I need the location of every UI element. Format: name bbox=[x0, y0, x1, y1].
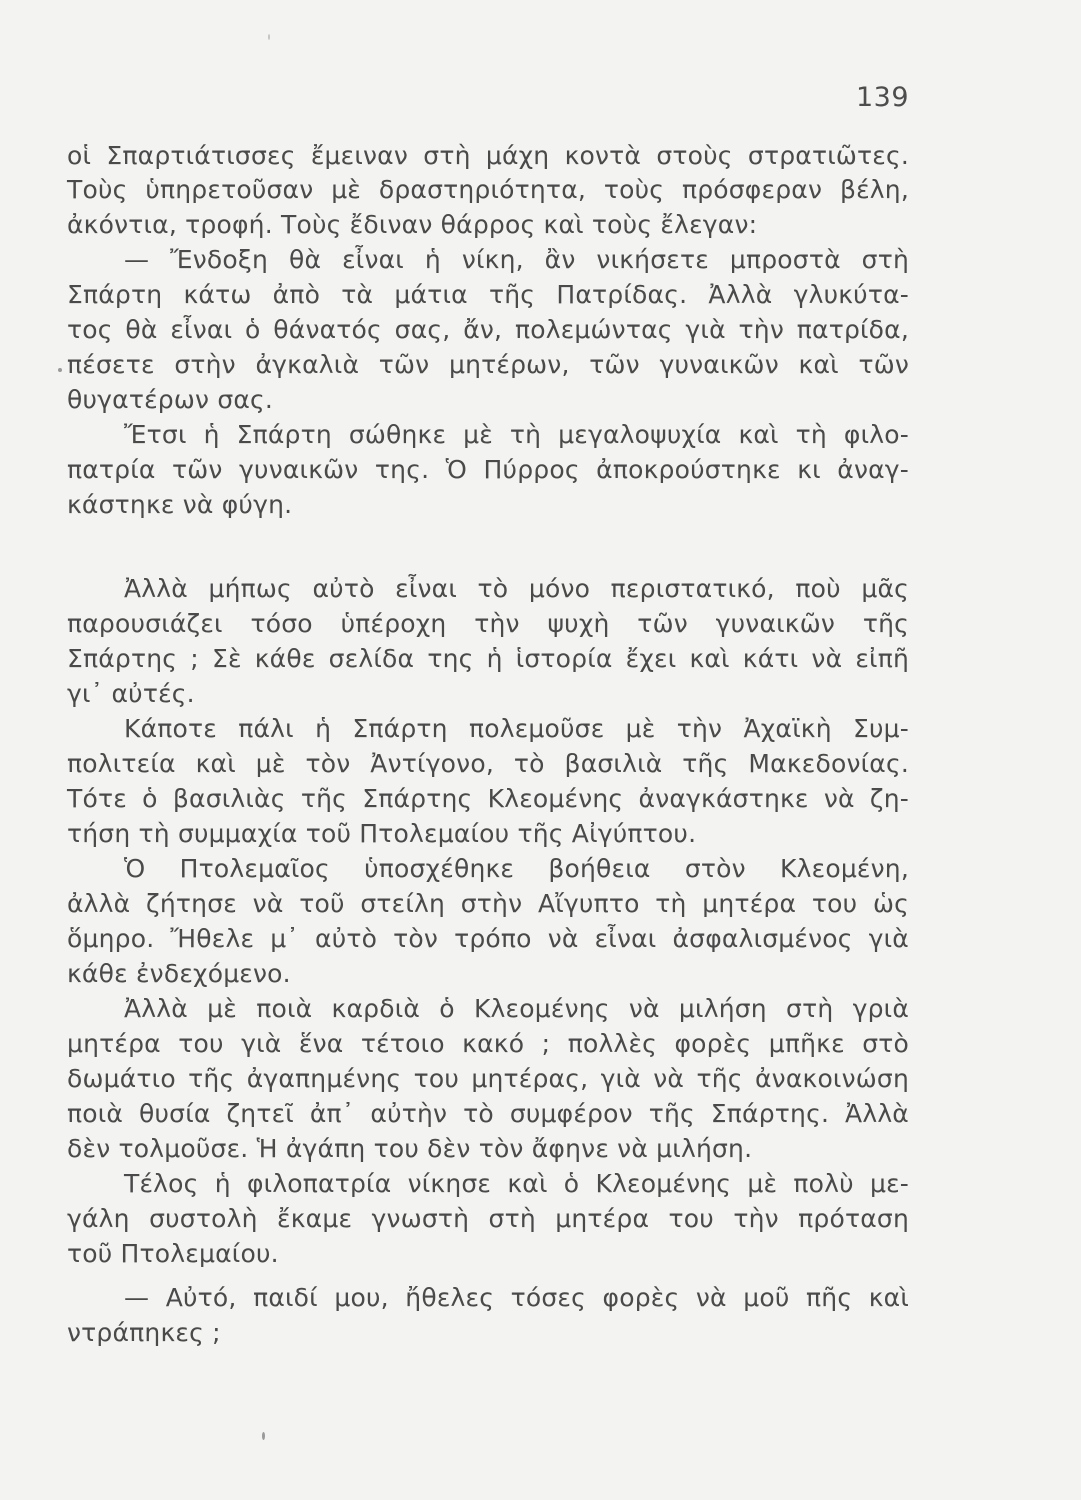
text-line: Ἔτσι ἡ Σπάρτη σώθηκε μὲ τὴ μεγαλοψυχία καὶ τὴ φιλο- bbox=[124, 420, 909, 449]
text-line: γι᾿ αὐτές. bbox=[67, 679, 195, 708]
ink-speck bbox=[268, 34, 270, 40]
text-line: ἀκόντια, τροφή. Τοὺς ἔδιναν θάρρος καὶ τοὺς ἔλεγαν: bbox=[67, 210, 758, 239]
ink-speck bbox=[58, 368, 62, 372]
text-line: παρουσιάζει τόσο ὑπέροχη τὴν ψυχὴ τῶν γυναικῶν τῆς bbox=[67, 609, 909, 638]
text-line: κάθε ἐνδεχόμενο. bbox=[67, 959, 291, 988]
text-line: Ὁ Πτολεμαῖος ὑποσχέθηκε βοήθεια στὸν Κλεομένη, bbox=[124, 854, 909, 883]
text-line: πολιτεία καὶ μὲ τὸν Ἀντίγονο, τὸ βασιλιὰ τῆς Μακεδονίας. bbox=[67, 749, 909, 778]
text-line: οἱ Σπαρτιάτισσες ἔμειναν στὴ μάχη κοντὰ στοὺς στρατιῶτες. bbox=[67, 141, 909, 170]
text-line: Τέλος ἡ φιλοπατρία νίκησε καὶ ὁ Κλεομένης μὲ πολὺ με- bbox=[124, 1169, 909, 1198]
text-line: Κάποτε πάλι ἡ Σπάρτη πολεμοῦσε μὲ τὴν Ἀχαϊκὴ Συμ- bbox=[124, 714, 909, 743]
text-line: — Ἔνδοξη θὰ εἶναι ἡ νίκη, ἂν νικήσετε μπροστὰ στὴ bbox=[124, 245, 909, 274]
text-line: ντράπηκες ; bbox=[67, 1318, 221, 1347]
text-line: Ἀλλὰ μὲ ποιὰ καρδιὰ ὁ Κλεομένης νὰ μιλήση στὴ γριὰ bbox=[124, 994, 909, 1023]
text-line: τος θὰ εἶναι ὁ θάνατός σας, ἄν, πολεμώντας γιὰ τὴν πατρίδα, bbox=[67, 315, 909, 344]
text-line: μητέρα του γιὰ ἕνα τέτοιο κακό ; πολλὲς φορὲς μπῆκε στὸ bbox=[67, 1029, 909, 1058]
text-line: πέσετε στὴν ἀγκαλιὰ τῶν μητέρων, τῶν γυναικῶν καὶ τῶν bbox=[67, 350, 909, 379]
text-line: κάστηκε νὰ φύγη. bbox=[67, 490, 293, 519]
page-number: 139 bbox=[856, 82, 910, 113]
text-line: Τότε ὁ βασιλιὰς τῆς Σπάρτης Κλεομένης ἀναγκάστηκε νὰ ζη- bbox=[67, 784, 909, 813]
text-line: ἀλλὰ ζήτησε νὰ τοῦ στείλη στὴν Αἴγυπτο τὴ μητέρα του ὡς bbox=[67, 889, 909, 918]
ink-speck bbox=[262, 1432, 265, 1440]
text-line: Τοὺς ὑπηρετοῦσαν μὲ δραστηριότητα, τοὺς πρόσφεραν βέλη, bbox=[67, 175, 909, 204]
text-line: ὅμηρο. Ἤθελε μ᾿ αὐτὸ τὸν τρόπο νὰ εἶναι ἀσφαλισμένος γιὰ bbox=[67, 924, 909, 953]
text-line: δωμάτιο τῆς ἀγαπημένης του μητέρας, γιὰ νὰ τῆς ἀνακοινώση bbox=[67, 1064, 909, 1093]
text-line: πατρία τῶν γυναικῶν της. Ὁ Πύρρος ἀποκρούστηκε κι ἀναγ- bbox=[67, 455, 909, 484]
text-line: τοῦ Πτολεμαίου. bbox=[67, 1239, 279, 1268]
text-line: Ἀλλὰ μήπως αὐτὸ εἶναι τὸ μόνο περιστατικό, ποὺ μᾶς bbox=[124, 574, 909, 603]
text-line: Σπάρτης ; Σὲ κάθε σελίδα της ἡ ἱστορία ἔχει καὶ κάτι νὰ εἰπῆ bbox=[67, 644, 909, 673]
text-line: Σπάρτη κάτω ἀπὸ τὰ μάτια τῆς Πατρίδας. Ἀλλὰ γλυκύτα- bbox=[67, 280, 909, 309]
text-line: τήση τὴ συμμαχία τοῦ Πτολεμαίου τῆς Αἰγύπτου. bbox=[67, 819, 697, 848]
text-line: θυγατέρων σας. bbox=[67, 385, 274, 414]
text-line: — Αὐτό, παιδί μου, ἤθελες τόσες φορὲς νὰ μοῦ πῆς καὶ bbox=[124, 1283, 909, 1312]
text-line: δὲν τολμοῦσε. Ἡ ἀγάπη του δὲν τὸν ἄφηνε νὰ μιλήση. bbox=[67, 1134, 753, 1163]
text-line: γάλη συστολὴ ἔκαμε γνωστὴ στὴ μητέρα του τὴν πρόταση bbox=[67, 1204, 909, 1233]
text-line: ποιὰ θυσία ζητεῖ ἀπ᾿ αὐτὴν τὸ συμφέρον τῆς Σπάρτης. Ἀλλὰ bbox=[67, 1099, 909, 1128]
